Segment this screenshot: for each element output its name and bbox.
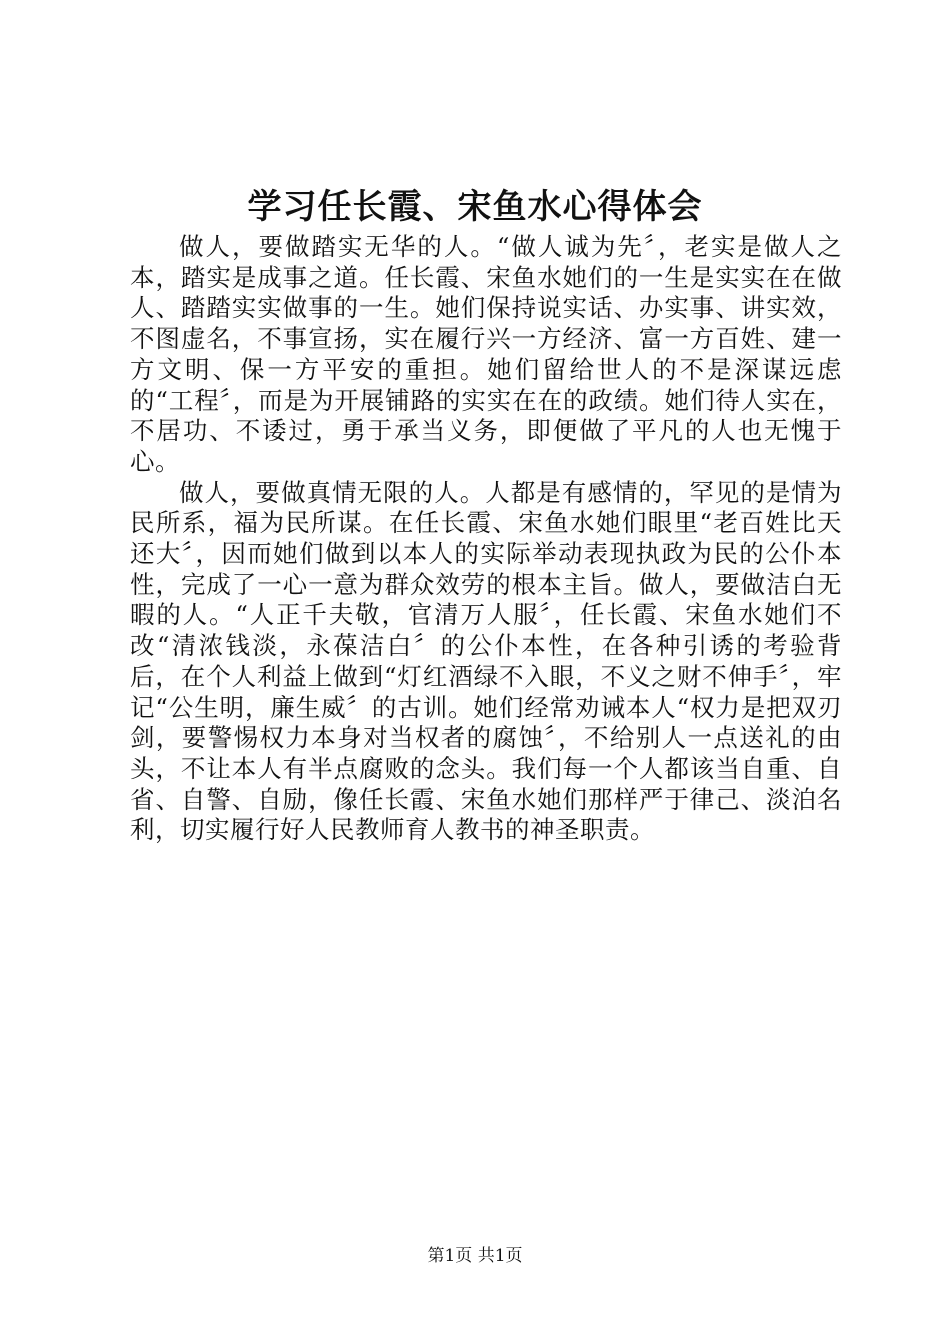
page-title: 学习任长霞、宋鱼水心得体会 <box>247 187 703 227</box>
page-footer: 第1页 共1页 <box>427 1246 523 1266</box>
document-body <box>130 232 842 846</box>
paragraph-2: 做人，要做真情无限的人。人都是有感情的，罕见的是情为民所系，福为民所谋。在任长霞、宋鱼水她们眼里“老百姓比天还大〞，因而她们做到以本人的实际举动表现执政为民的公仆本性，完成了一心一意为群众效劳的根本主旨。做人，要做洁白无暇的人。“人正千夫敬，官清万人服〞，任长霞、宋鱼水她们不改“清浓钱淡，永葆洁白〞的公仆本性，在各种引诱的考验背后，在个人利益上做到“灯红酒绿不入眼，不义之财不伸手〞，牢记“公生明，廉生威〞的古训。她们经常劝诫本人“权力是把双刃剑，要警惕权力本身对当权者的腐蚀〞，不给别人一点送礼的由头，不让本人有半点腐败的念头。我们每一个人都该当自重、自省、自警、自励，像任长霞、宋鱼水她们那样严于律己、淡泊名利，切实履行好人民教师育人教书的神圣职责。 <box>130 477 842 845</box>
paragraph-1: 做人，要做踏实无华的人。“做人诚为先〞，老实是做人之本，踏实是成事之道。任长霞、宋鱼水她们的一生是实实在在做人、踏踏实实做事的一生。她们保持说实话、办实事、讲实效，不图虚名，不事宣扬，实在履行兴一方经济、富一方百姓、建一方文明、保一方平安的重担。她们留给世人的不是深谋远虑的“工程〞，而是为开展铺路的实实在在的政绩。她们待人实在，不居功、不诿过，勇于承当义务，即便做了平凡的人也无愧于心。 <box>130 232 842 476</box>
